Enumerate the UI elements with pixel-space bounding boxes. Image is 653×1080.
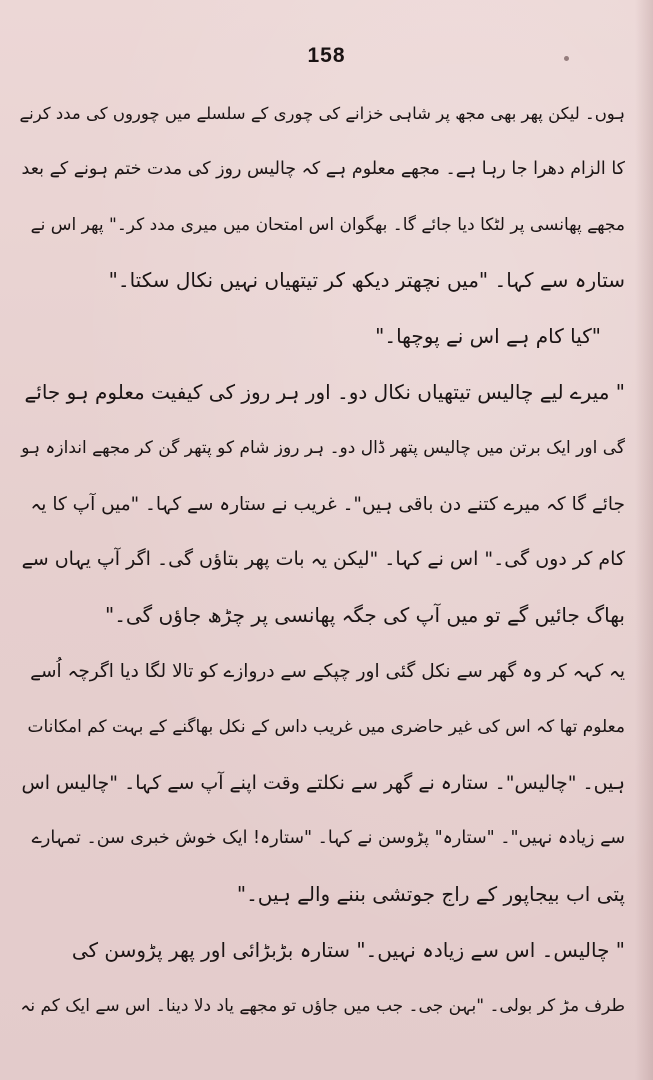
page-edge-shadow: [635, 0, 653, 1080]
text-line: سے زیادہ نہیں"۔ "ستارہ" پڑوسن نے کہا۔ "ستارہ! ایک خوش خبری سن۔ تمہارے: [31, 828, 625, 849]
text-line: ہیں۔ "چالیس"۔ ستارہ نے گھر سے نکلتے وقت اپنے آپ سے کہا۔ "چالیس اس: [21, 771, 625, 794]
text-line: "کیا کام ہے اس نے پوچھا۔": [375, 324, 601, 349]
text-line: کام کر دوں گی۔" اس نے کہا۔ "لیکن یہ بات پھر بتاؤں گی۔ اگر آپ یہاں سے: [21, 548, 625, 571]
text-line: بھاگ جائیں گے تو میں آپ کی جگہ پھانسی پر چڑھ جاؤں گی۔": [105, 603, 625, 628]
text-line: یہ کہہ کر وہ گھر سے نکل گئی اور چپکے سے دروازے کو تالا لگا دیا اگرچہ اُسے: [30, 660, 625, 682]
page-number: 158: [307, 44, 346, 67]
text-line: معلوم تھا کہ اس کی غیر حاضری میں غریب داس کے نکل بھاگنے کے بہت کم امکانات: [27, 716, 625, 737]
text-line: ہوں۔ لیکن پھر بھی مجھ پر شاہی خزانے کی چوری کے سلسلے میں چوروں کی مدد کرنے: [19, 104, 625, 123]
text-line: ستارہ سے کہا۔ "میں نچھتر دیکھ کر تیتھیاں نہیں نکال سکتا۔": [108, 268, 625, 293]
text-line: طرف مڑ کر بولی۔ "بہن جی۔ جب میں جاؤں تو مجھے یاد دلا دینا۔ اس سے ایک کم نہ: [20, 995, 625, 1016]
text-line: جائے گا کہ میرے کتنے دن باقی ہیں"۔ غریب نے ستارہ سے کہا۔ "میں آپ کا یہ: [30, 493, 625, 515]
text-line: کا الزام دھرا جا رہا ہے۔ مجھے معلوم ہے کہ چالیس روز کی مدت ختم ہونے کے بعد: [21, 158, 625, 179]
text-line: " چالیس۔ اس سے زیادہ نہیں۔" ستارہ بڑبڑائی اور پھر پڑوسن کی: [71, 937, 625, 962]
urdu-text-body: [14, 86, 631, 1035]
text-line: گی اور ایک برتن میں چالیس پتھر ڈال دو۔ ہر روز شام کو پتھر گن کر مجھے اندازہ ہو: [21, 437, 625, 458]
text-line: " میرے لیے چالیس تیتھیاں نکال دو۔ اور ہر روز کی کیفیت معلوم ہو جائے: [24, 379, 625, 404]
text-line: پتی اب بیجاپور کے راج جوتشی بننے والے ہیں۔": [236, 882, 625, 907]
text-line: مجھے پھانسی پر لٹکا دیا جائے گا۔ بھگوان اس امتحان میں میری مدد کر۔" پھر اس نے: [30, 214, 625, 235]
